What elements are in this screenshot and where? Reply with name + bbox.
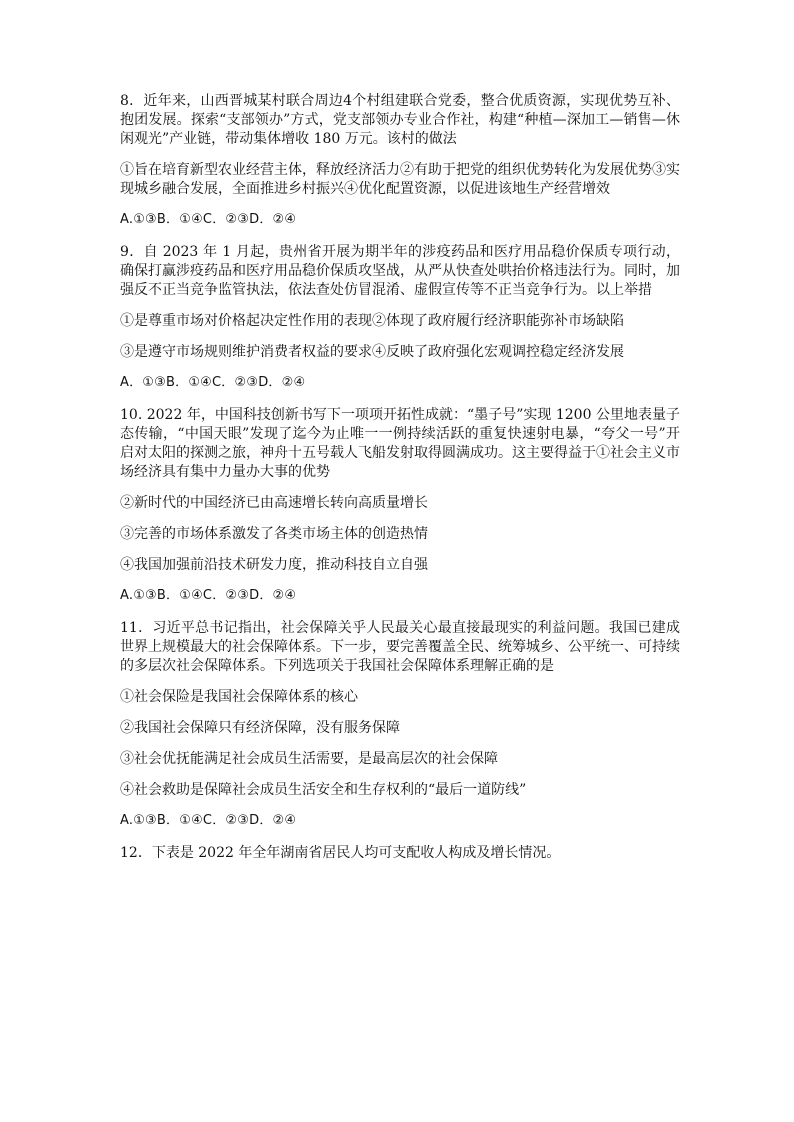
question-8 xyxy=(120,92,680,229)
question-stem: 12．下表是 2022 年全年湖南省居民人均可支配收人构成及增长情况。 xyxy=(120,845,561,861)
option-line: ①是尊重市场对价格起决定性作用的表现②体现了政府履行经济职能弥补市场缺陷 xyxy=(120,313,624,329)
answer-choices: A.①③B．①④C．②③D．②④ xyxy=(120,813,297,828)
option-line: ①旨在培育新型农业经营主体，释放经济活力②有助于把党的组织优势转化为发展优势③实现城乡融合发展，全面推进乡村振兴④优化配置资源，以促进该地生产经营增效 xyxy=(120,162,680,197)
question-12 xyxy=(120,844,680,863)
exam-page xyxy=(120,92,680,877)
question-11 xyxy=(120,619,680,830)
option-line: ④我国加强前沿技术研发力度，推动科技自立自强 xyxy=(120,557,428,573)
question-10 xyxy=(120,406,680,605)
option-line: ④社会救助是保障社会成员生活安全和生存权利的“最后一道防线” xyxy=(120,782,527,798)
option-line: ②新时代的中国经济已由高速增长转向高质量增长 xyxy=(120,495,428,511)
option-line: ③是遵守市场规则维护消费者权益的要求④反映了政府强化宏观调控稳定经济发展 xyxy=(120,344,624,360)
question-stem: 8．近年来，山西晋城某村联合周边4个村组建联合党委，整合优质资源，实现优势互补、抱团发展。探索“支部领办”方式，党支部领办专业合作社，构建“种植—深加工—销售—休闲观光”产业链，带动集体增收 180 万元。该村的做法 xyxy=(120,93,680,147)
answer-choices: A.①③B．①④C．②③D．②④ xyxy=(120,588,297,603)
question-stem: 9．自 2023 年 1 月起，贵州省开展为期半年的涉疫药品和医疗用品稳价保质专项行动，确保打赢涉疫药品和医疗用品稳价保质攻坚战，从严从快查处哄抬价格违法行为。同时，加强反不正当竞争监管执法，依法查处仿冒混淆、虚假宣传等不正当竞争行为。以上举措 xyxy=(120,244,680,298)
question-9 xyxy=(120,243,680,392)
option-line: ①社会保险是我国社会保障体系的核心 xyxy=(120,689,358,705)
option-line: ②我国社会保障只有经济保障，没有服务保障 xyxy=(120,720,400,736)
answer-choices: A.①③B．①④C．②③D．②④ xyxy=(120,212,297,227)
option-line: ③社会优抚能满足社会成员生活需要，是最高层次的社会保障 xyxy=(120,751,498,767)
question-stem: 10. 2022 年，中国科技创新书写下一项项开拓性成就：“墨子号”实现 1200 公里地表量子态传输，“中国天眼”发现了迄今为止唯一一例持续活跃的重复快速射电暴，“夸父一号”开启对太阳的探测之旅，神舟十五号载人飞船发射取得圆满成功。这主要得益于①社会主义市场经济具有集中力量办大事的优势 xyxy=(120,407,680,480)
answer-choices: A．①③B．①④C．②③D．②④ xyxy=(120,375,306,390)
question-stem: 11．习近平总书记指出，社会保障关乎人民最关心最直接最现实的利益问题。我国已建成世界上规模最大的社会保障体系。下一步，要完善覆盖全民、统筹城乡、公平统一、可持续的多层次社会保障体系。下列选项关于我国社会保障体系理解正确的是 xyxy=(120,620,680,674)
option-line: ③完善的市场体系激发了各类市场主体的创造热情 xyxy=(120,526,428,542)
